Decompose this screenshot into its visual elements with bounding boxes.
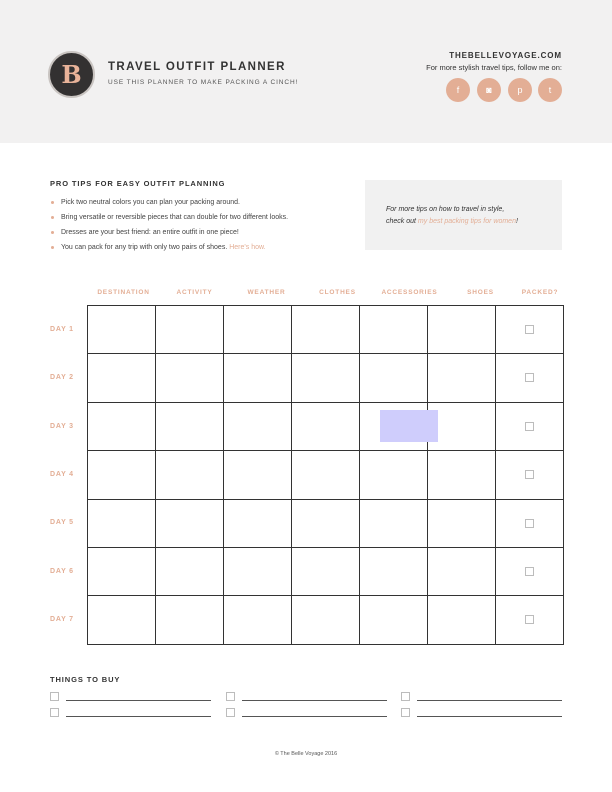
planner-cell[interactable]	[156, 451, 224, 499]
planner-cell[interactable]	[292, 402, 360, 450]
selection-highlight	[380, 410, 438, 442]
tip-item	[50, 227, 288, 242]
table-row	[88, 354, 564, 402]
row-header-day-3: DAY 3	[50, 423, 74, 430]
planner-subtitle: USE THIS PLANNER TO MAKE PACKING A CINCH!	[108, 79, 299, 86]
column-header-destination: DESTINATION	[97, 289, 150, 296]
buy-checkbox[interactable]	[226, 708, 235, 717]
table-row	[88, 451, 564, 499]
tip-text: Pick two neutral colors you can plan your packing around.	[61, 199, 240, 206]
row-header-day-1: DAY 1	[50, 326, 74, 333]
planner-cell[interactable]	[88, 499, 156, 547]
planner-cell[interactable]	[156, 306, 224, 354]
tip-text: Dresses are your best friend: an entire outfit in one piece!	[61, 229, 239, 236]
planner-cell[interactable]	[428, 547, 496, 595]
row-header-day-6: DAY 6	[50, 568, 74, 575]
planner-grid	[87, 305, 564, 645]
planner-cell[interactable]	[224, 499, 292, 547]
heres-how-link[interactable]: Here's how.	[229, 244, 266, 251]
planner-cell[interactable]	[224, 547, 292, 595]
planner-cell[interactable]	[428, 499, 496, 547]
things-to-buy-title: THINGS TO BUY	[50, 675, 121, 684]
packed-checkbox[interactable]	[525, 567, 534, 576]
packed-checkbox[interactable]	[525, 325, 534, 334]
bullet-icon	[51, 201, 54, 204]
buy-line[interactable]	[66, 716, 211, 717]
buy-checkbox[interactable]	[50, 708, 59, 717]
packed-cell	[496, 354, 564, 402]
column-header-clothes: CLOTHES	[319, 289, 356, 296]
planner-cell[interactable]	[156, 547, 224, 595]
planner-cell[interactable]	[88, 402, 156, 450]
tip-item	[50, 197, 288, 212]
tips-title: PRO TIPS FOR EASY OUTFIT PLANNING	[50, 179, 226, 188]
planner-cell[interactable]	[88, 354, 156, 402]
planner-cell[interactable]	[360, 547, 428, 595]
bullet-icon	[51, 246, 54, 249]
buy-line[interactable]	[242, 716, 387, 717]
column-header-activity: ACTIVITY	[176, 289, 213, 296]
table-row	[88, 306, 564, 354]
packed-cell	[496, 306, 564, 354]
planner-cell[interactable]	[428, 354, 496, 402]
packed-cell	[496, 547, 564, 595]
column-header-weather: WEATHER	[247, 289, 286, 296]
pinterest-glyph: p	[517, 85, 523, 95]
tips-list	[50, 197, 288, 257]
column-header-packed: PACKED?	[521, 289, 559, 296]
tip-item	[50, 212, 288, 227]
buy-checkbox[interactable]	[226, 692, 235, 701]
packed-cell	[496, 402, 564, 450]
planner-cell[interactable]	[224, 306, 292, 354]
packed-checkbox[interactable]	[525, 373, 534, 382]
bullet-icon	[51, 216, 54, 219]
pinterest-icon[interactable]	[508, 78, 532, 102]
tip-text: Bring versatile or reversible pieces that can double for two different looks.	[61, 214, 289, 221]
row-header-day-7: DAY 7	[50, 616, 74, 623]
planner-cell[interactable]	[360, 596, 428, 644]
column-header-accessories: ACCESSORIES	[381, 289, 438, 296]
tip-callout-line2	[386, 218, 518, 225]
planner-cell[interactable]	[156, 499, 224, 547]
planner-cell[interactable]	[292, 499, 360, 547]
planner-cell[interactable]	[292, 547, 360, 595]
bullet-icon	[51, 231, 54, 234]
packing-tips-link[interactable]: my best packing tips for women	[417, 218, 516, 225]
planner-cell[interactable]	[360, 306, 428, 354]
site-name[interactable]: THEBELLEVOYAGE.COM	[449, 51, 562, 60]
table-row	[88, 596, 564, 644]
logo-letter: B	[61, 60, 82, 89]
twitter-glyph: t	[548, 85, 552, 95]
table-row	[88, 499, 564, 547]
packed-cell	[496, 499, 564, 547]
planner-title: TRAVEL OUTFIT PLANNER	[108, 61, 286, 73]
table-row	[88, 402, 564, 450]
planner-cell[interactable]	[292, 354, 360, 402]
packed-checkbox[interactable]	[525, 519, 534, 528]
planner-cell[interactable]	[360, 354, 428, 402]
facebook-glyph: f	[456, 85, 460, 95]
buy-checkbox[interactable]	[401, 692, 410, 701]
planner-cell[interactable]	[156, 354, 224, 402]
packed-cell	[496, 451, 564, 499]
planner-cell[interactable]	[156, 402, 224, 450]
instagram-glyph: ◙	[486, 85, 492, 95]
planner-cell[interactable]	[88, 451, 156, 499]
buy-line[interactable]	[66, 700, 211, 701]
column-header-shoes: SHOES	[467, 289, 494, 296]
planner-cell[interactable]	[224, 354, 292, 402]
planner-cell[interactable]	[88, 547, 156, 595]
tip-callout-prefix: check out	[386, 218, 418, 225]
facebook-icon[interactable]	[446, 78, 470, 102]
tip-callout-box	[365, 180, 562, 250]
twitter-icon[interactable]	[538, 78, 562, 102]
instagram-icon[interactable]	[477, 78, 501, 102]
packed-checkbox[interactable]	[525, 470, 534, 479]
packed-checkbox[interactable]	[525, 615, 534, 624]
planner-cell[interactable]	[428, 451, 496, 499]
row-header-day-5: DAY 5	[50, 519, 74, 526]
planner-cell[interactable]	[88, 596, 156, 644]
planner-cell[interactable]	[224, 596, 292, 644]
buy-line[interactable]	[242, 700, 387, 701]
tip-item	[50, 242, 288, 257]
planner-cell[interactable]	[428, 596, 496, 644]
planner-cell[interactable]	[156, 596, 224, 644]
planner-cell[interactable]	[428, 306, 496, 354]
tip-callout-suffix: !	[515, 218, 518, 225]
tip-text: You can pack for any trip with only two pairs of shoes.	[61, 244, 228, 251]
planner-cell[interactable]	[292, 451, 360, 499]
packed-cell	[496, 596, 564, 644]
buy-line[interactable]	[417, 716, 562, 717]
planner-cell[interactable]	[224, 451, 292, 499]
buy-checkbox[interactable]	[50, 692, 59, 701]
header-band	[0, 0, 612, 143]
planner-cell[interactable]	[360, 499, 428, 547]
packed-checkbox[interactable]	[525, 422, 534, 431]
tip-callout-line1: For more tips on how to travel in style,	[386, 206, 505, 213]
planner-cell[interactable]	[292, 596, 360, 644]
planner-cell[interactable]	[360, 451, 428, 499]
footer-copyright: © The Belle Voyage 2016	[274, 751, 338, 757]
buy-checkbox[interactable]	[401, 708, 410, 717]
row-header-day-2: DAY 2	[50, 374, 74, 381]
logo	[48, 51, 95, 98]
row-header-day-4: DAY 4	[50, 471, 74, 478]
planner-cell[interactable]	[88, 306, 156, 354]
table-row	[88, 547, 564, 595]
buy-line[interactable]	[417, 700, 562, 701]
follow-text: For more stylish travel tips, follow me on:	[426, 63, 562, 72]
planner-cell[interactable]	[224, 402, 292, 450]
planner-cell[interactable]	[292, 306, 360, 354]
